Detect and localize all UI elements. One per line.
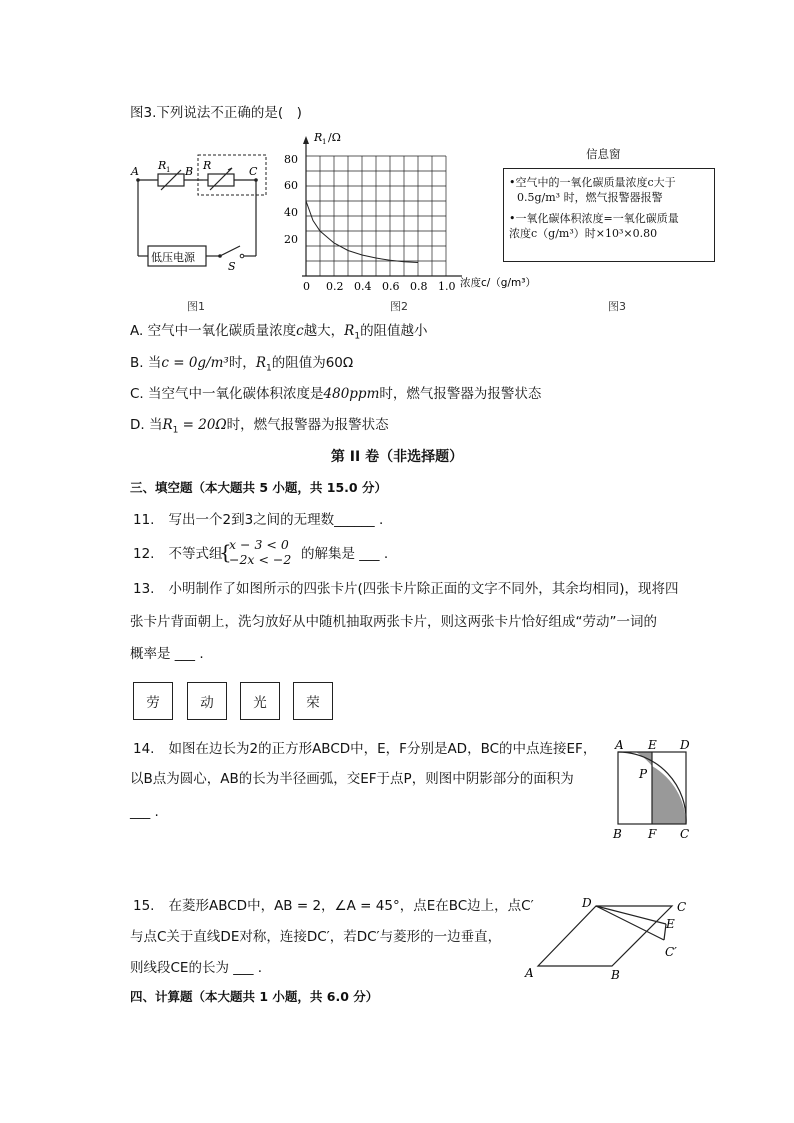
system-brace: { (219, 540, 232, 564)
circuit-figure (128, 148, 268, 273)
y-tick-80: 80 (284, 153, 298, 166)
card-lao: 劳 (133, 682, 173, 720)
option-b: B. 当c = 0g/m³时，$R_1$的阻值为60Ω (130, 355, 354, 374)
option-d: D. 当$R_1 = 20\Omega$时，燃气报警器为报警状态 (130, 417, 389, 436)
section-2-title: 第 II 卷（非选择题） (330, 449, 464, 465)
circuit-label-r: R (203, 159, 212, 172)
card-dong: 动 (187, 682, 227, 720)
rhombus-label-a: A (525, 966, 534, 980)
option-a: A. 空气中一氧化碳质量浓度c越大，$R_1$的阻值越小 (130, 323, 428, 342)
x-tick-0-8: 0.8 (410, 280, 428, 293)
part-3-title: 三、填空题（本大题共 5 小题，共 15.0 分） (130, 480, 387, 495)
info-window-title: 信息窗 (586, 147, 621, 161)
card-rong: 荣 (293, 682, 333, 720)
rhombus-label-c-prime: C′ (665, 945, 677, 959)
x-axis-label: 浓度c/（g/m³） (460, 277, 536, 289)
info-line-2: 0.5g/m³ 时，燃气报警器报警 (517, 191, 663, 204)
inequality-system (229, 537, 291, 567)
figure1-caption: 图1 (187, 300, 205, 313)
question-13-line3: 概率是 ___ . (130, 646, 204, 662)
x-tick-0-4: 0.4 (354, 280, 372, 293)
label-p: P (639, 767, 648, 781)
circuit-label-b: B (185, 165, 194, 178)
part-4-title: 四、计算题（本大题共 1 小题，共 6.0 分） (130, 989, 379, 1004)
shaded-region-top (636, 752, 652, 766)
square-figure (608, 736, 694, 842)
label-e: E (648, 738, 657, 752)
question-14-line1: 14. 如图在边长为2的正方形ABCD中，E，F分别是AD，BC的中点连接EF， (133, 741, 597, 757)
question-11: 11. 写出一个2到3之间的无理数______ . (133, 512, 384, 528)
info-window (503, 168, 715, 262)
question-15-line2: 与点C关于直线DE对称，连接DC′，若DC′与菱形的一边垂直， (130, 929, 502, 945)
power-supply-label: 低压电源 (151, 251, 195, 264)
label-c: C (680, 827, 690, 841)
question-12-tail: 的解集是 ___ . (301, 546, 389, 562)
info-line-4: 浓度c（g/m³）时×10³×0.80 (509, 227, 658, 240)
y-tick-40: 40 (284, 206, 298, 219)
circuit-label-c: C (249, 165, 258, 178)
x-tick-1-0: 1.0 (438, 280, 456, 293)
x-tick-0-2: 0.2 (326, 280, 344, 293)
label-b: B (613, 827, 622, 841)
circuit-label-r1-sub: 1 (166, 166, 171, 174)
y-axis-label: R (314, 131, 323, 144)
y-axis-label-sub: 1 (322, 138, 327, 146)
question-14-line3: ___ . (130, 804, 159, 820)
rhombus-label-b: B (611, 968, 620, 982)
label-f: F (648, 827, 657, 841)
figure3-caption: 图3 (608, 300, 626, 313)
label-d: D (680, 738, 690, 752)
x-tick-0: 0 (303, 280, 310, 293)
circuit-label-r1: R (158, 159, 167, 172)
question-13-line2: 张卡片背面朝上，洗匀放好从中随机抽取两张卡片，则这两张卡片恰好组成“劳动”一词的 (130, 614, 657, 630)
figure2-caption: 图2 (390, 300, 408, 313)
question-10-stem: 图3.下列说法不正确的是( ) (130, 105, 302, 121)
y-tick-20: 20 (284, 233, 298, 246)
rhombus-figure (520, 892, 700, 984)
x-tick-0-6: 0.6 (382, 280, 400, 293)
option-c: C. 当空气中一氧化碳体积浓度是480ppm时，燃气报警器为报警状态 (130, 386, 542, 402)
question-14-line2: 以B点为圆心，AB的长为半径画弧，交EF于点P，则图中阴影部分的面积为 (130, 771, 574, 787)
y-tick-60: 60 (284, 179, 298, 192)
question-13-line1: 13. 小明制作了如图所示的四张卡片(四张卡片除正面的文字不同外，其余均相同)，现将四 (133, 581, 679, 597)
inequality-2: −2x < −2 (229, 552, 292, 567)
rhombus-label-d: D (582, 896, 592, 910)
question-15-line1: 15. 在菱形ABCD中，AB = 2，∠A = 45°，点E在BC边上，点C′ (133, 898, 534, 914)
question-15-line3: 则线段CE的长为 ___ . (130, 960, 263, 976)
inequality-1: x − 3 < 0 (229, 537, 289, 552)
question-12: 12. 不等式组 (133, 546, 223, 562)
y-axis-unit: /Ω (328, 131, 341, 144)
info-line-1: •空气中的一氧化碳质量浓度c大于 (509, 176, 676, 189)
circuit-label-a: A (131, 165, 139, 178)
switch-label: S (228, 260, 236, 273)
card-guang: 光 (240, 682, 280, 720)
info-line-3: •一氧化碳体积浓度=一氧化碳质量 (509, 212, 679, 225)
rhombus-label-e: E (666, 917, 675, 931)
rhombus-label-c: C (677, 900, 687, 914)
label-a: A (615, 738, 624, 752)
